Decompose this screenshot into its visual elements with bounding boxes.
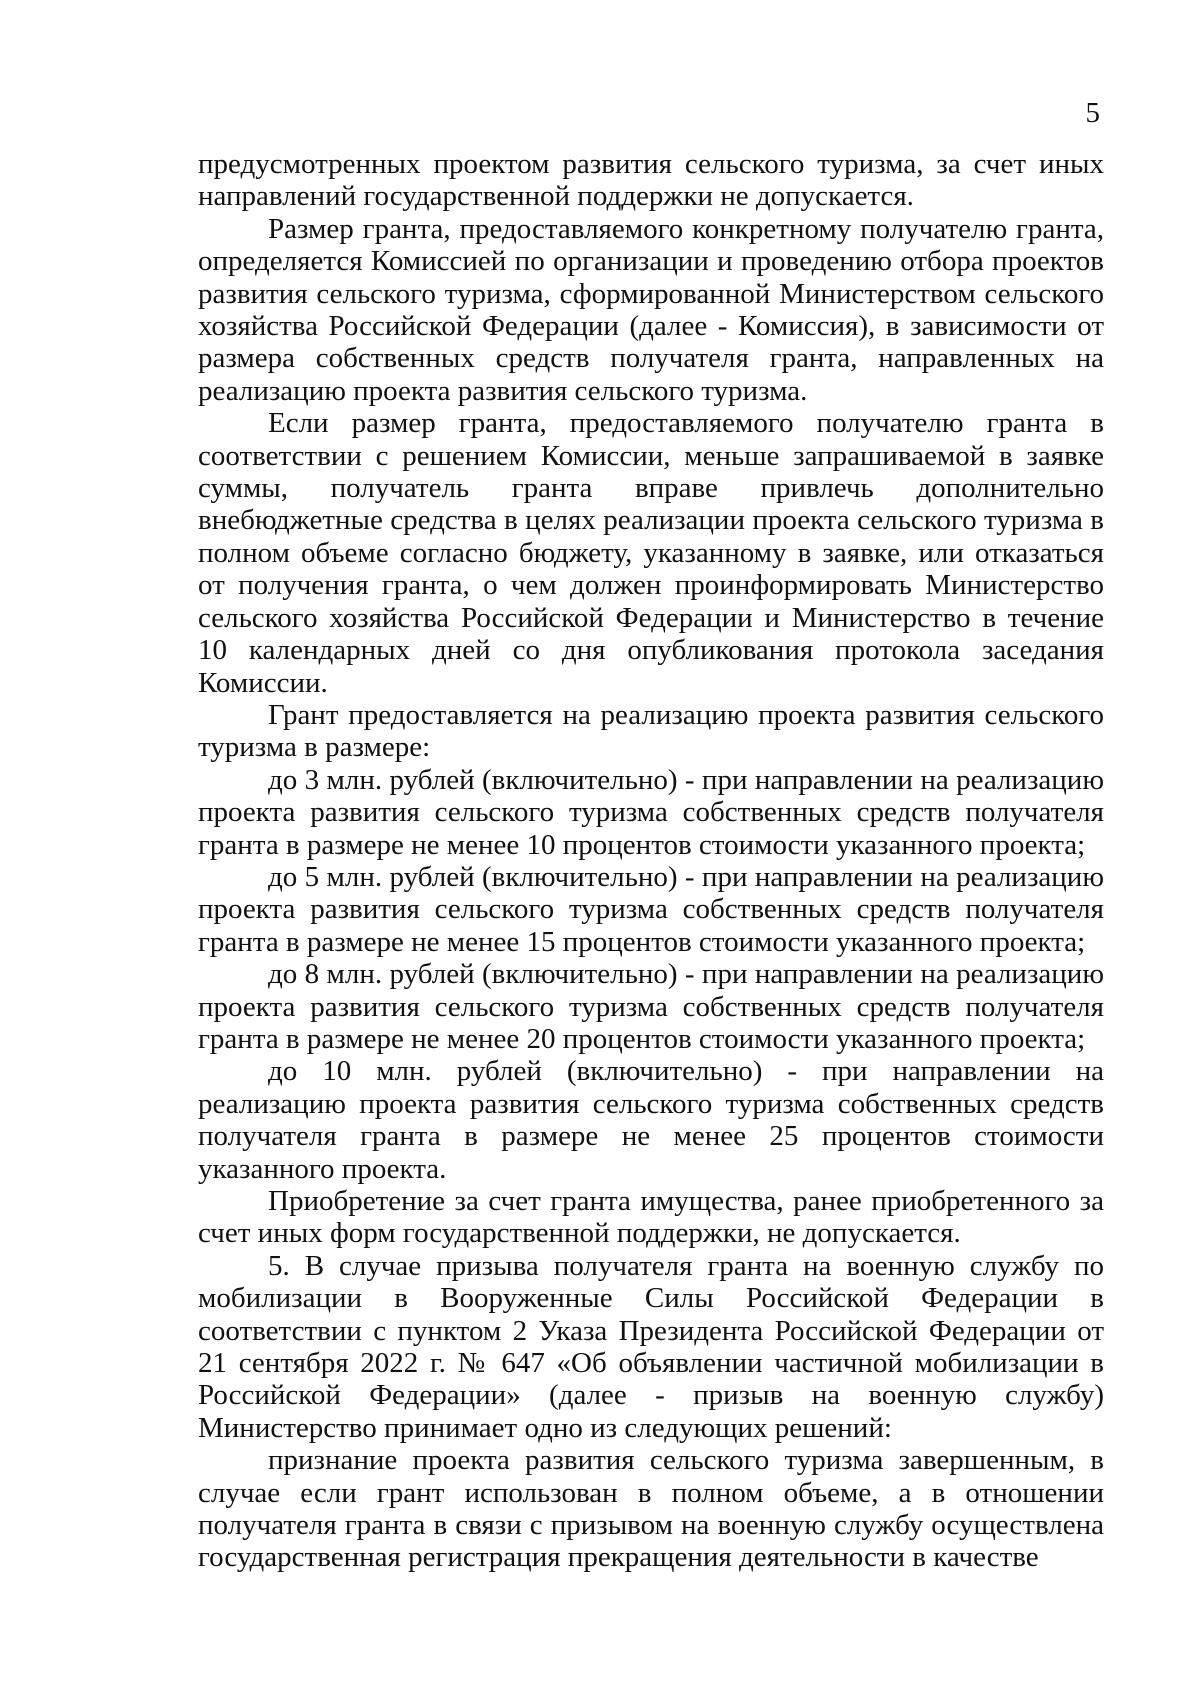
document-body xyxy=(198,148,1104,1574)
list-item: до 10 млн. рублей (включительно) - при направлении на реализацию проекта развития сельского туризма собственных средств получателя гранта в размере не менее 25 процентов стоимости указанного проекта. xyxy=(198,1055,1104,1185)
paragraph: признание проекта развития сельского туризма завершенным, в случае если грант использован в полном объеме, а в отношении получателя гранта в связи с призывом на военную службу осуществлена государственная регистрация прекращения деятельности в качестве xyxy=(198,1444,1104,1574)
list-item: до 8 млн. рублей (включительно) - при направлении на реализацию проекта развития сельского туризма собственных средств получателя гранта в размере не менее 20 процентов стоимости указанного проекта; xyxy=(198,958,1104,1055)
paragraph: предусмотренных проектом развития сельского туризма, за счет иных направлений государственной поддержки не допускается. xyxy=(198,148,1104,213)
paragraph: Приобретение за счет гранта имущества, ранее приобретенного за счет иных форм государственной поддержки, не допускается. xyxy=(198,1185,1104,1250)
paragraph: Если размер гранта, предоставляемого получателю гранта в соответствии с решением Комиссии, меньше запрашиваемой в заявке суммы, получатель гранта вправе привлечь дополнительно внебюджетные средства в целях реализации проекта сельского туризма в полном объеме согласно бюджету, указанному в заявке, или отказаться от получения гранта, о чем должен проинформировать Министерство сельского хозяйства Российской Федерации и Министерство в течение 10 календарных дней со дня опубликования протокола заседания Комиссии. xyxy=(198,407,1104,699)
list-item: до 5 млн. рублей (включительно) - при направлении на реализацию проекта развития сельского туризма собственных средств получателя гранта в размере не менее 15 процентов стоимости указанного проекта; xyxy=(198,860,1104,958)
paragraph: Грант предоставляется на реализацию проекта развития сельского туризма в размере: xyxy=(198,698,1104,764)
list-item: до 3 млн. рублей (включительно) - при направлении на реализацию проекта развития сельского туризма собственных средств получателя гранта в размере не менее 10 процентов стоимости указанного проекта; xyxy=(198,763,1104,861)
section-paragraph: 5. В случае призыва получателя гранта на военную службу по мобилизации в Вооруженные Силы Российской Федерации в соответствии с пунктом 2 Указа Президента Российской Федерации от 21 сентября 2022 г. № 647 «Об объявлении частичной мобилизации в Российской Федерации» (далее - призыв на военную службу) Министерство принимает одно из следующих решений: xyxy=(198,1249,1104,1444)
page-number: 5 xyxy=(1085,97,1100,129)
paragraph: Размер гранта, предоставляемого конкретному получателю гранта, определяется Комиссией по организации и проведению отбора проектов развития сельского туризма, сформированной Министерством сельского хозяйства Российской Федерации (далее - Комиссия), в зависимости от размера собственных средств получателя гранта, направленных на реализацию проекта развития сельского туризма. xyxy=(198,212,1104,407)
